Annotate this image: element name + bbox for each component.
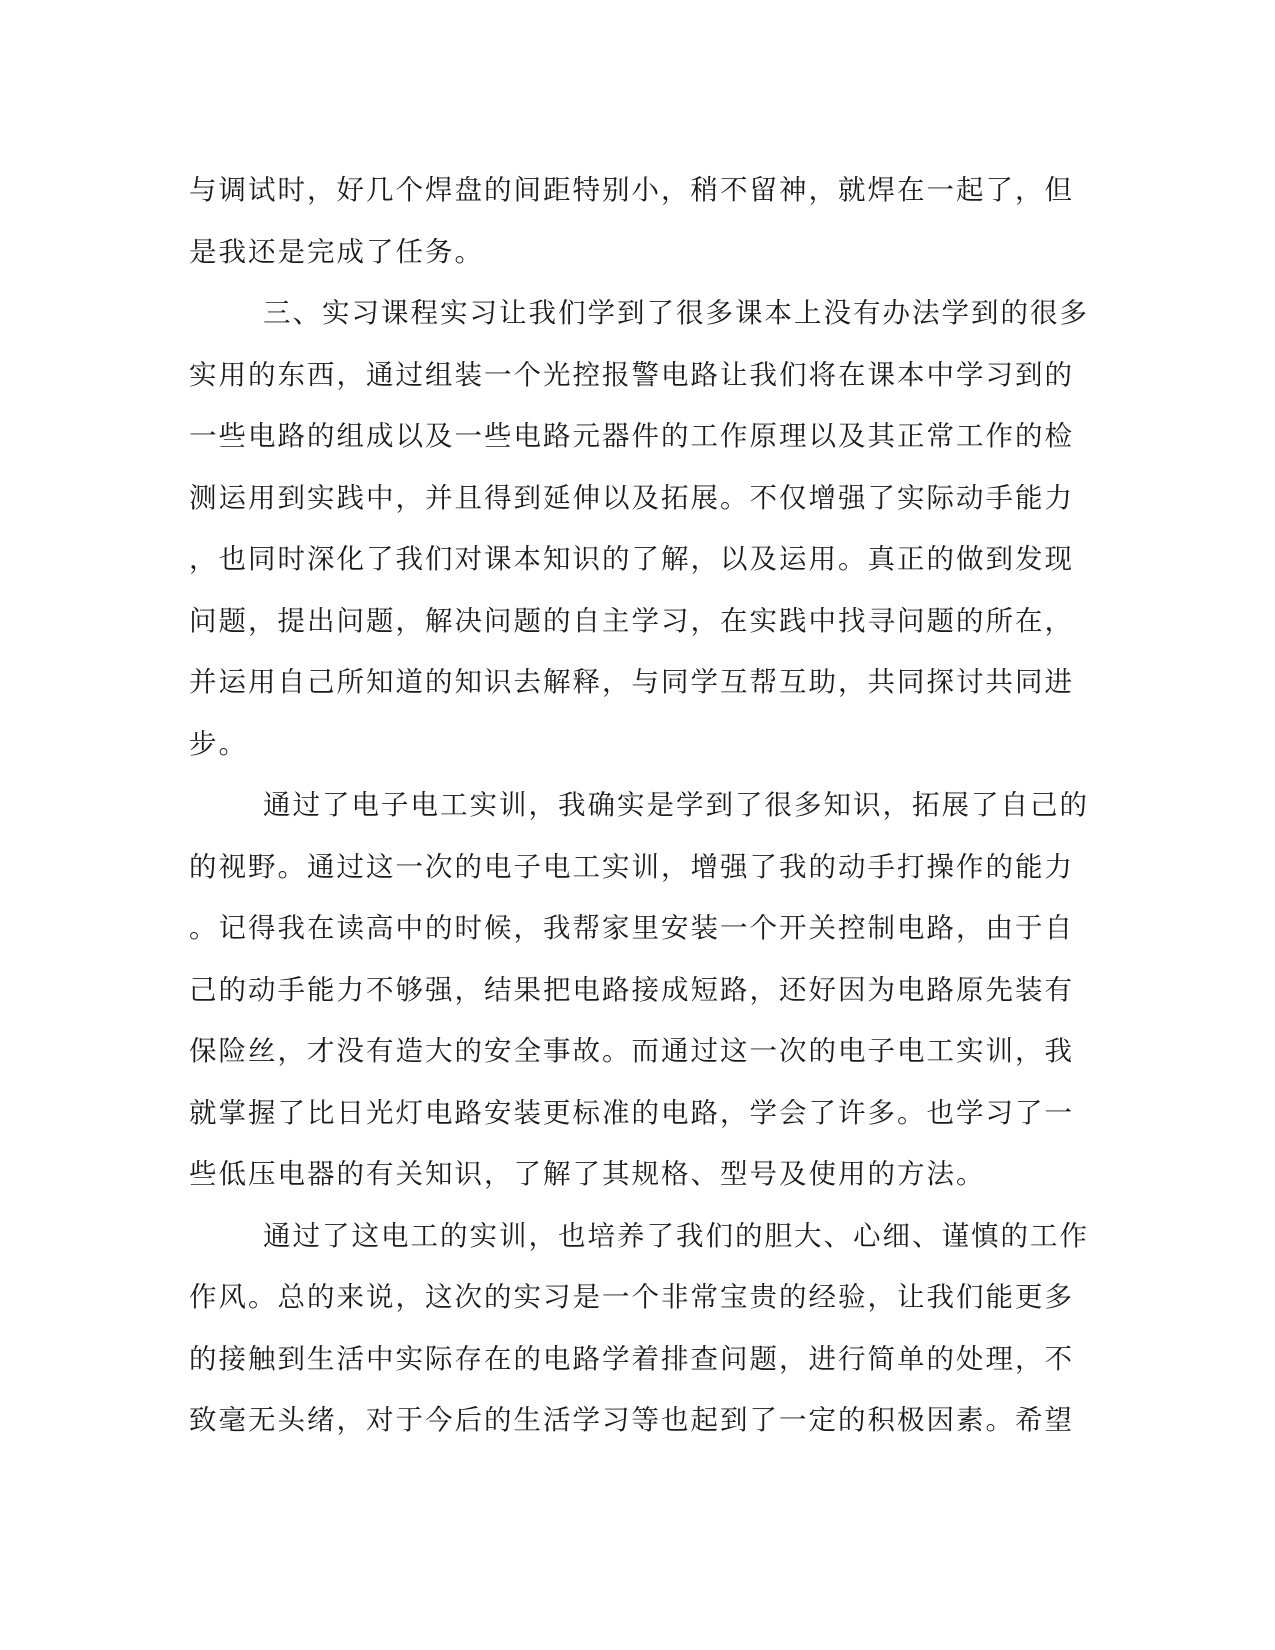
text-line: 就掌握了比日光灯电路安装更标准的电路，学会了许多。也学习了一 [189,1096,1074,1129]
text-line: 己的动手能力不够强，结果把电路接成短路，还好因为电路原先装有 [189,973,1074,1006]
text-line: 通过了这电工的实训，也培养了我们的胆大、心细、谨慎的工作 [263,1219,1089,1252]
text-line: 问题，提出问题，解决问题的自主学习，在实践中找寻问题的所在， [189,604,1074,637]
text-line: 保险丝，才没有造大的安全事故。而通过这一次的电子电工实训，我 [189,1035,1074,1067]
text-line: 与调试时，好几个焊盘的间距特别小，稍不留神，就焊在一起了，但 [189,174,1074,206]
text-line: 是我还是完成了任务。 [189,235,484,268]
text-line: 一些电路的组成以及一些电路元器件的工作原理以及其正常工作的检 [189,420,1074,452]
paragraph-3 [189,775,1089,1206]
text-line: 的视野。通过这一次的电子电工实训，增强了我的动手打操作的能力 [189,850,1074,883]
text-line: 作风。总的来说，这次的实习是一个非常宝贵的经验，让我们能更多 [189,1281,1074,1313]
text-line: 。记得我在读高中的时候，我帮家里安装一个开关控制电路，由于自 [189,912,1074,944]
text-line: 三、实习课程实习让我们学到了很多课本上没有办法学到的很多 [263,297,1089,329]
text-line: 致毫无头绪，对于今后的生活学习等也起到了一定的积极因素。希望 [189,1404,1074,1436]
text-line: 并运用自己所知道的知识去解释，与同学互帮互助，共同探讨共同进 [189,666,1074,698]
paragraph-4 [189,1206,1089,1452]
document-body [189,160,1089,1452]
paragraph-2 [189,283,1089,775]
text-line: 测运用到实践中，并且得到延伸以及拓展。不仅增强了实际动手能力 [189,481,1074,514]
paragraph-1 [189,160,1074,283]
text-line: 的接触到生活中实际存在的电路学着排查问题，进行简单的处理，不 [189,1342,1074,1375]
text-line: 通过了电子电工实训，我确实是学到了很多知识，拓展了自己的 [263,789,1089,821]
text-line: 实用的东西，通过组装一个光控报警电路让我们将在课本中学习到的 [189,358,1074,391]
text-line: 步。 [189,727,248,760]
text-line: 些低压电器的有关知识，了解了其规格、型号及使用的方法。 [189,1158,986,1190]
text-line: ，也同时深化了我们对课本知识的了解，以及运用。真正的做到发现 [189,543,1074,575]
